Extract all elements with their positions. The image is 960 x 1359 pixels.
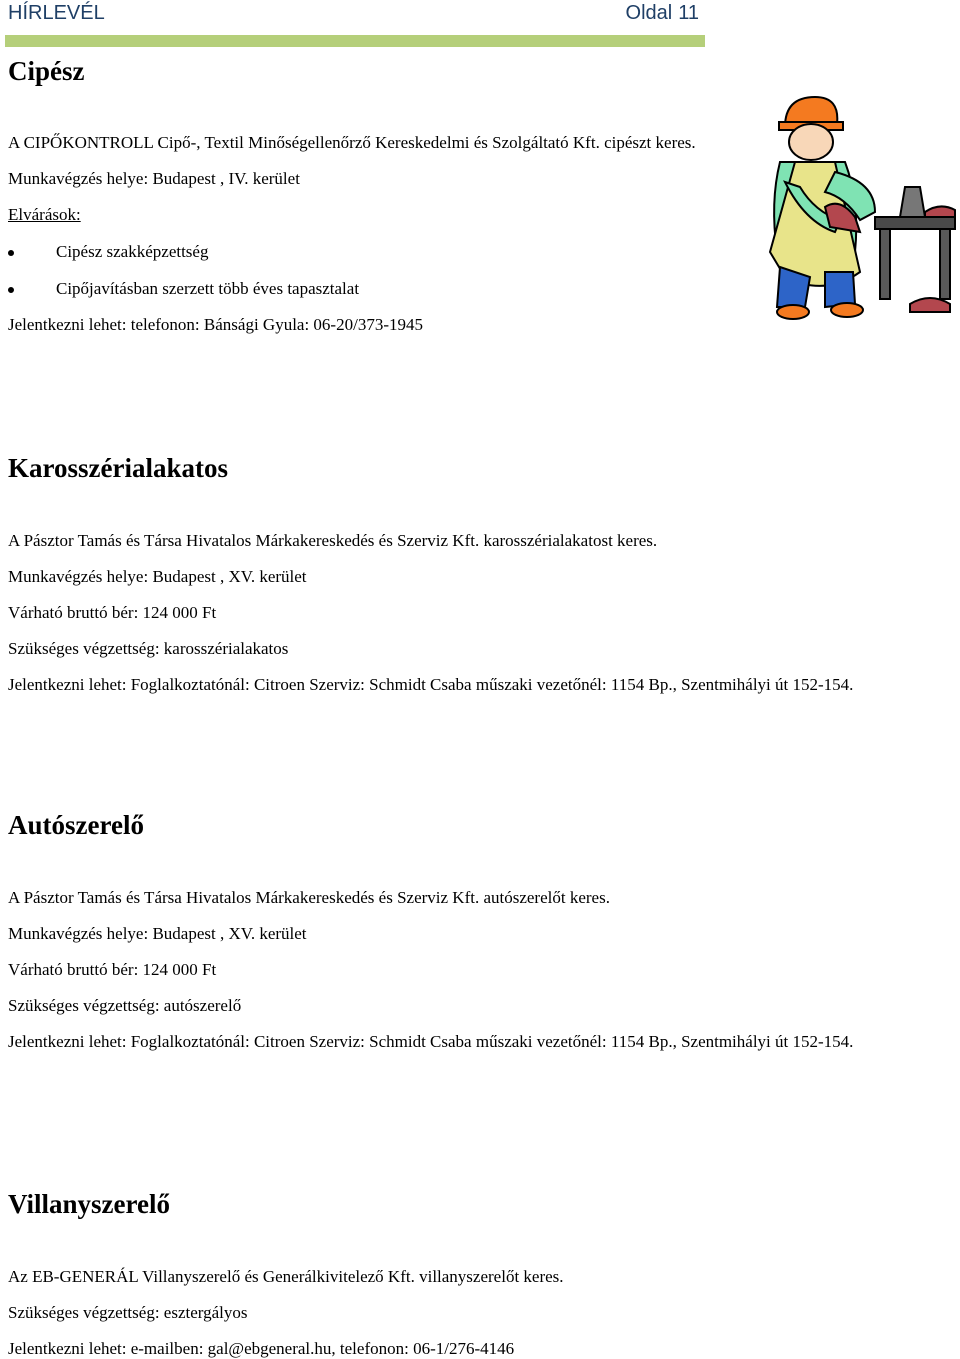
- section-title-villanyszerelo: Villanyszerelő: [8, 1189, 170, 1219]
- section-title-karosszeria: Karosszérialakatos: [8, 453, 228, 483]
- cipesz-requirements-label: Elvárások:: [8, 205, 81, 224]
- page-header: [0, 0, 705, 34]
- shoemaker-illustration: [765, 92, 960, 332]
- karosszeria-contact: Jelentkezni lehet: Foglalkoztatónál: Citroen Szerviz: Schmidt Csaba műszaki vezetőnél: 1154 Bp., Szentmihályi út 152-154.: [8, 675, 854, 694]
- villanyszerelo-line-2: Szükséges végzettség: esztergályos: [8, 1303, 248, 1322]
- karosszeria-line-2: Munkavégzés helye: Budapest , XV. kerület: [8, 567, 307, 586]
- section-title-cipesz: Cipész: [8, 56, 85, 86]
- cipesz-contact: Jelentkezni lehet: telefonon: Bánsági Gyula: 06-20/373-1945: [8, 315, 423, 334]
- villanyszerelo-line-1: Az EB-GENERÁL Villanyszerelő és Generálkivitelező Kft. villanyszerelőt keres.: [8, 1267, 564, 1286]
- villanyszerelo-contact: Jelentkezni lehet: e-mailben: gal@ebgeneral.hu, telefonon: 06-1/276-4146: [8, 1339, 515, 1358]
- header-bar: [5, 35, 705, 47]
- cipesz-line-1: A CIPŐKONTROLL Cipő-, Textil Minőségellenőrző Kereskedelmi és Szolgáltató Kft. cipészt keres.: [8, 133, 696, 152]
- karosszeria-line-1: A Pásztor Tamás és Társa Hivatalos Márkakereskedés és Szerviz Kft. karosszérialakatost keres.: [8, 531, 658, 550]
- cipesz-bullet-1: Cipész szakképzettség: [8, 242, 208, 262]
- autoszerelo-line-4: Szükséges végzettség: autószerelő: [8, 996, 242, 1015]
- bullet-icon: [7, 249, 15, 257]
- cipesz-line-2: Munkavégzés helye: Budapest , IV. kerület: [8, 169, 300, 188]
- autoszerelo-line-1: A Pásztor Tamás és Társa Hivatalos Márkakereskedés és Szerviz Kft. autószerelőt keres.: [8, 888, 610, 907]
- autoszerelo-contact: Jelentkezni lehet: Foglalkoztatónál: Citroen Szerviz: Schmidt Csaba műszaki vezetőnél: 1154 Bp., Szentmihályi út 152-154.: [8, 1032, 854, 1051]
- section-title-autoszerelo: Autószerelő: [8, 810, 144, 840]
- karosszeria-line-4: Szükséges végzettség: karosszérialakatos: [8, 639, 289, 658]
- cipesz-bullet-2: Cipőjavításban szerzett több éves tapasztalat: [8, 279, 359, 299]
- page-indicator: [626, 2, 699, 25]
- newsletter-label: HÍRLEVÉL: [8, 2, 105, 24]
- bullet-icon: [7, 286, 15, 294]
- page-label: Oldal: [625, 2, 673, 24]
- autoszerelo-line-3: Várható bruttó bér: 124 000 Ft: [8, 960, 217, 979]
- karosszeria-line-3: Várható bruttó bér: 124 000 Ft: [8, 603, 217, 622]
- autoszerelo-line-2: Munkavégzés helye: Budapest , XV. kerület: [8, 924, 307, 943]
- page-number: 11: [678, 2, 699, 24]
